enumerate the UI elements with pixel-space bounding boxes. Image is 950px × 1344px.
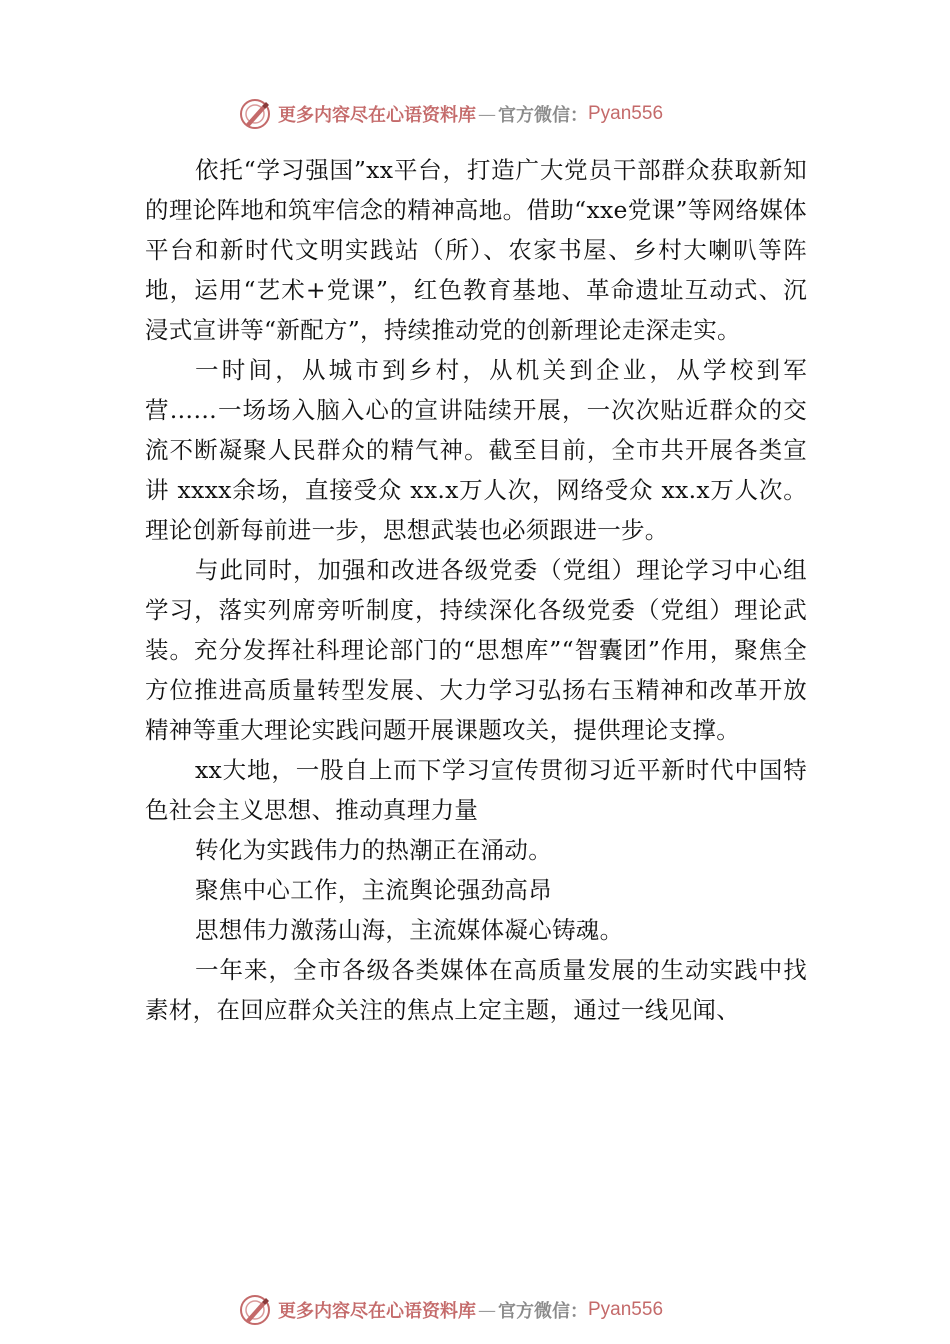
paragraph-3: 与此同时，加强和改进各级党委（党组）理论学习中心组学习，落实列席旁听制度，持续深化各级党委（党组）理论武装。充分发挥社科理论部门的“思想库”“智囊团”作用，聚焦全方位推进高质量转型发展、大力学习弘扬右玉精神和改革开放精神等重大理论实践问题开展课题攻关，提供理论支撑。 — [145, 556, 807, 744]
header-banner — [238, 96, 663, 132]
footer-banner — [238, 1292, 663, 1328]
pen-and-ink-logo-icon — [238, 97, 272, 131]
footer-site-text: 更多内容尽在心语资料库 — [278, 1301, 476, 1322]
footer-separator: — — [478, 1299, 496, 1321]
paragraph-2: 一时间，从城市到乡村，从机关到企业，从学校到军营……一场场入脑入心的宣讲陆续开展，一次次贴近群众的交流不断凝聚人民群众的精气神。截至目前，全市共开展各类宣讲 xxxx余场，直接受众 xx.x万人次，网络受众 xx.x万人次。理论创新每前进一步，思想武装也必须跟进一步。 — [145, 356, 807, 544]
header-wechat-label: 官方微信： — [498, 105, 588, 126]
paragraph-1: 依托“学习强国”xx平台，打造广大党员干部群众获取新知的理论阵地和筑牢信念的精神高地。借助“xxe党课”等网络媒体平台和新时代文明实践站（所）、农家书屋、乡村大喇叭等阵地，运用“艺术+党课”，红色教育基地、革命遗址互动式、沉浸式宣讲等“新配方”，持续推动党的创新理论走深走实。 — [145, 156, 807, 344]
paragraph-7: 一年来，全市各级各类媒体在高质量发展的生动实践中找素材，在回应群众关注的焦点上定主题，通过一线见闻、 — [145, 956, 807, 1024]
header-wechat-id: Pyan556 — [588, 103, 664, 124]
header-site-text: 更多内容尽在心语资料库 — [278, 105, 476, 126]
footer-wechat-id: Pyan556 — [588, 1299, 664, 1320]
paragraph-6: 思想伟力激荡山海，主流媒体凝心铸魂。 — [195, 916, 624, 944]
document-body — [145, 150, 807, 1030]
pen-and-ink-logo-icon — [238, 1293, 272, 1327]
paragraph-5: 转化为实践伟力的热潮正在涌动。 — [195, 836, 552, 864]
footer-wechat-label: 官方微信： — [498, 1301, 588, 1322]
paragraph-4: xx大地，一股自上而下学习宣传贯彻习近平新时代中国特色社会主义思想、推动真理力量 — [145, 756, 807, 824]
header-separator: — — [478, 103, 496, 125]
section-heading: 聚焦中心工作，主流舆论强劲高昂 — [195, 876, 552, 904]
